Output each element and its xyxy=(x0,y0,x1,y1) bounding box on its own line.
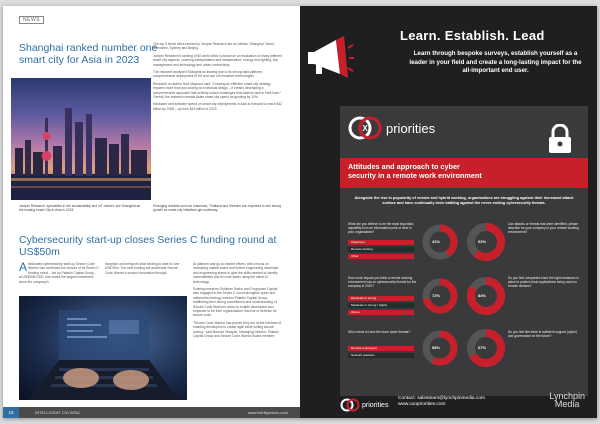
footer-brand-word: priorities xyxy=(362,401,389,409)
article1-title: Shanghai ranked number one smart city for Asia in 2023 xyxy=(19,42,158,66)
article2-text: Existing investors Goldman Sachs and Forgepoint Capital also engaged in the Series C round alongside cyber and national technology investor Paladin Capital Group, reaffirming their strong commitment and understanding of Secure Code Warrior's vision to enable developers and empower to be their organizations' first line of defense for secure code. xyxy=(193,287,278,318)
survey-question: Who needs to have the more cyber threats? xyxy=(348,330,411,334)
cxo-logo-icon xyxy=(340,398,360,412)
article1-paragraph: Juniper Research's ranking of 50 world cities is based on an evaluation of many different smart city aspects, covering transportation and infrastructure, energy and lighting, city management and technology and urban connectivity. xyxy=(153,53,283,67)
banner-line: security in a remote work environment xyxy=(348,171,482,180)
section-tab: NEWS xyxy=(19,16,44,24)
infographic-banner xyxy=(340,158,588,188)
article1-caption: Emerging markets such as Indonesia, Thailand and Vietnam are expected to see strong growth as smart city initiatives get underway. xyxy=(153,204,281,213)
cxo-logo-icon xyxy=(348,116,382,140)
response-bar: Moderate or strong / Highly xyxy=(348,303,414,308)
response-bar: Telephone xyxy=(348,240,414,245)
publisher-name: Lynchpin xyxy=(549,391,585,401)
response-bar: Remote employees xyxy=(348,346,414,351)
donut-percentage: 72% xyxy=(432,293,441,298)
donut-percentage: 62% xyxy=(478,239,487,244)
footer-cxo-logo xyxy=(340,398,388,412)
article1-paragraph: The top 5 smart cities ranked by Juniper Research are as follows: Shanghai, Seoul, Shenzhen, Sydney and Beijing. xyxy=(153,42,275,51)
article2-text: inception and brings its total funding to date to over US$ 90m. The new funding will accelerate Secure Code Warrior's product innovation through xyxy=(105,262,180,275)
page-number: 16 xyxy=(3,407,19,418)
donut-percentage: 58% xyxy=(432,345,441,350)
article1-paragraph: Research co-author Nick Maynard said: "Creating an effective smart city strategy requires more than just solving an individual design – it means developing a comprehensive approach that actively solves challenges that citizens face in their lives." Overall, the research reveals Asian smart city spend as growing by 10%. xyxy=(153,81,282,100)
survey-infographic xyxy=(340,106,588,396)
left-page xyxy=(3,6,300,418)
survey-question: How much impact you think a remote working environment has on cybersecurity threats for the company in 2022? xyxy=(348,276,417,289)
response-bar: Remote working xyxy=(348,247,414,252)
article2-title: Cybersecurity start-up closes Series C funding round at US$50m xyxy=(19,234,277,258)
contact-website[interactable]: www.cxopriorities.com xyxy=(398,402,446,408)
response-bar: Above xyxy=(348,310,414,315)
infographic-blurb: Alongside the rise in popularity of remote and hybrid working, organisations are struggling against their increased attack surface and have continually been battling against the never-ending cybersecurity threats. xyxy=(354,196,574,205)
publisher-name: Media xyxy=(554,399,580,409)
article1-paragraph: The research analysed Shanghai as leading due to its strong data platform, comprehensive deployment of 5G and use of innovative technologies. xyxy=(153,70,263,79)
article2-column-2 xyxy=(105,262,185,278)
lock-icon xyxy=(546,124,574,159)
article2-column-1 xyxy=(19,262,99,287)
response-bar: Other xyxy=(348,254,414,259)
megaphone-icon xyxy=(308,34,354,87)
advert-subhead: Learn through bespoke surveys, establish yourself as a leader in your field and create a long-lasting impact for the all-important end user. xyxy=(409,50,582,74)
advert-contact xyxy=(398,396,485,408)
right-page-advert xyxy=(300,6,597,418)
article2-text: dedicated cybersecurity start-up Secure Code Warrior has confirmed the closure of its Series C funding round – led by Paladin Capital Group – at US$50M USD, this marks the largest investment since the company's xyxy=(19,262,99,284)
cxo-priorities-logo xyxy=(348,116,435,140)
donut-percentage: 41% xyxy=(432,239,441,244)
survey-question: Can attacks or threats that were identified, please describe for your company in your remote working environment? xyxy=(508,222,579,235)
magazine-spread xyxy=(3,6,597,418)
dropcap: A xyxy=(19,260,28,274)
laptop-hands-photo xyxy=(19,296,187,400)
lynchpin-media-logo xyxy=(549,392,585,408)
article2-text: "Secure Code Warrior has proven they are at the forefront of enabling developers to create agile while writing secure coding," said Mourad Yesayan, Managing Director, Paladin Capital Group and Secure Code Warrior Board member. xyxy=(193,320,282,339)
article2-column-3 xyxy=(193,262,283,342)
publication-name: INTELLIGENT CIO APAC xyxy=(35,410,81,415)
article1-caption: Juniper Research, specialists in the sustainability and IoT market, see Shanghai as the leading smart City in Asia in 2023. xyxy=(19,204,141,213)
donut-percentage: 67% xyxy=(478,345,487,350)
survey-question: Do you feel like there is sufficient support (cyber) and governance on the future? xyxy=(508,330,577,339)
survey-question: Do you feel companies have the right measures in place to protect cloud applications being used on remote devices? xyxy=(508,276,579,289)
advert-headline: Learn. Establish. Lead xyxy=(400,28,545,43)
article1-paragraph: Hardware and software spend on smart city deployments in Asia is forecast to reach $42 billion by 2028 – up from $19 billion in 2023. xyxy=(153,102,283,111)
svg-text:X: X xyxy=(362,124,368,133)
article2-text: AI platform and go-to-market efforts, with a focus on increasing market share and further engineering developer and engineering teams to give the skills needed to identify vulnerabilities and fix code faster using the latest AI technology. xyxy=(193,262,279,284)
response-bar: Moderate to strong xyxy=(348,296,414,301)
donut-percentage: 84% xyxy=(478,293,487,298)
page-footer xyxy=(3,407,300,418)
brand-word: priorities xyxy=(386,120,436,136)
publication-url: www.intelligentcio.com xyxy=(247,410,288,415)
banner-line: Attitudes and approach to cyber xyxy=(348,162,460,171)
contact-email[interactable]: Contact: salesteam@lynchpinmedia.com xyxy=(398,396,485,401)
shanghai-skyline-photo xyxy=(11,78,151,200)
article1-intro xyxy=(153,42,283,114)
survey-question: What are you believe to be the most important, capability from an information point of view in your organisation? xyxy=(348,222,415,235)
response-bar: Network solutions xyxy=(348,353,414,358)
